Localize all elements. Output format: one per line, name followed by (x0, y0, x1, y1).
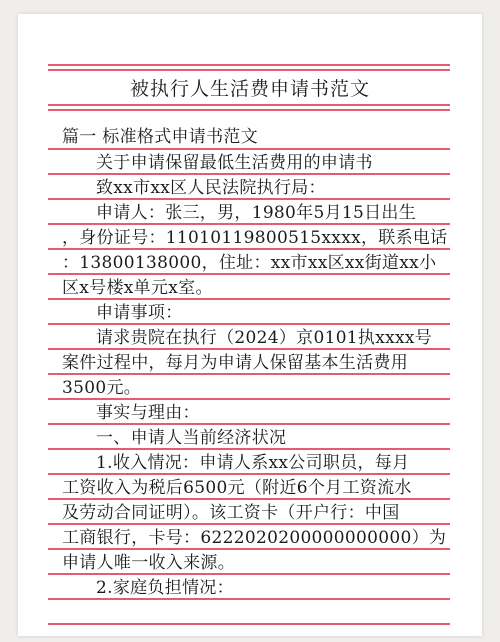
text-line: 工商银行，卡号：6222020200000000000）为 (62, 528, 447, 548)
text-line: 2.家庭负担情况： (96, 578, 234, 598)
text-line: 一、申请人当前经济状况 (96, 428, 287, 448)
text-line: 关于申请保留最低生活费用的申请书 (96, 153, 373, 173)
ruled-line (48, 598, 450, 600)
section-heading: 篇一 标准格式申请书范文 (62, 127, 259, 147)
text-line: 致xx市xx区人民法院执行局： (96, 178, 326, 198)
text-line: 1.收入情况：申请人系xx公司职员，每月 (96, 453, 410, 473)
text-line: 工资收入为税后6500元（附近6个月工资流水 (62, 478, 412, 498)
text-line: ，身份证号：11010119800515xxxx，联系电话 (62, 228, 448, 248)
text-line: 申请人唯一收入来源。 (62, 553, 235, 573)
text-line: 事实与理由： (96, 403, 200, 423)
text-line: 申请事项： (96, 303, 183, 323)
text-line: 案件过程中，每月为申请人保留基本生活费用 (62, 353, 408, 373)
document-title: 被执行人生活费申请书范文 (129, 78, 370, 100)
text-line: ：13800138000，住址：xx市xx区xx街道xx小 (62, 253, 437, 273)
text-line: 申请人：张三，男，1980年5月15日出生 (96, 203, 417, 223)
ruled-line (48, 623, 450, 625)
ruled-line (48, 104, 450, 106)
text-line: 3500元。 (62, 378, 142, 398)
ruled-line (48, 64, 450, 66)
text-line: 及劳动合同证明）。该工资卡（开户行：中国 (62, 503, 400, 523)
text-line: 区x号楼x单元x室。 (62, 278, 213, 298)
text-line: 请求贵院在执行（2024）京0101执xxxx号 (96, 328, 433, 348)
